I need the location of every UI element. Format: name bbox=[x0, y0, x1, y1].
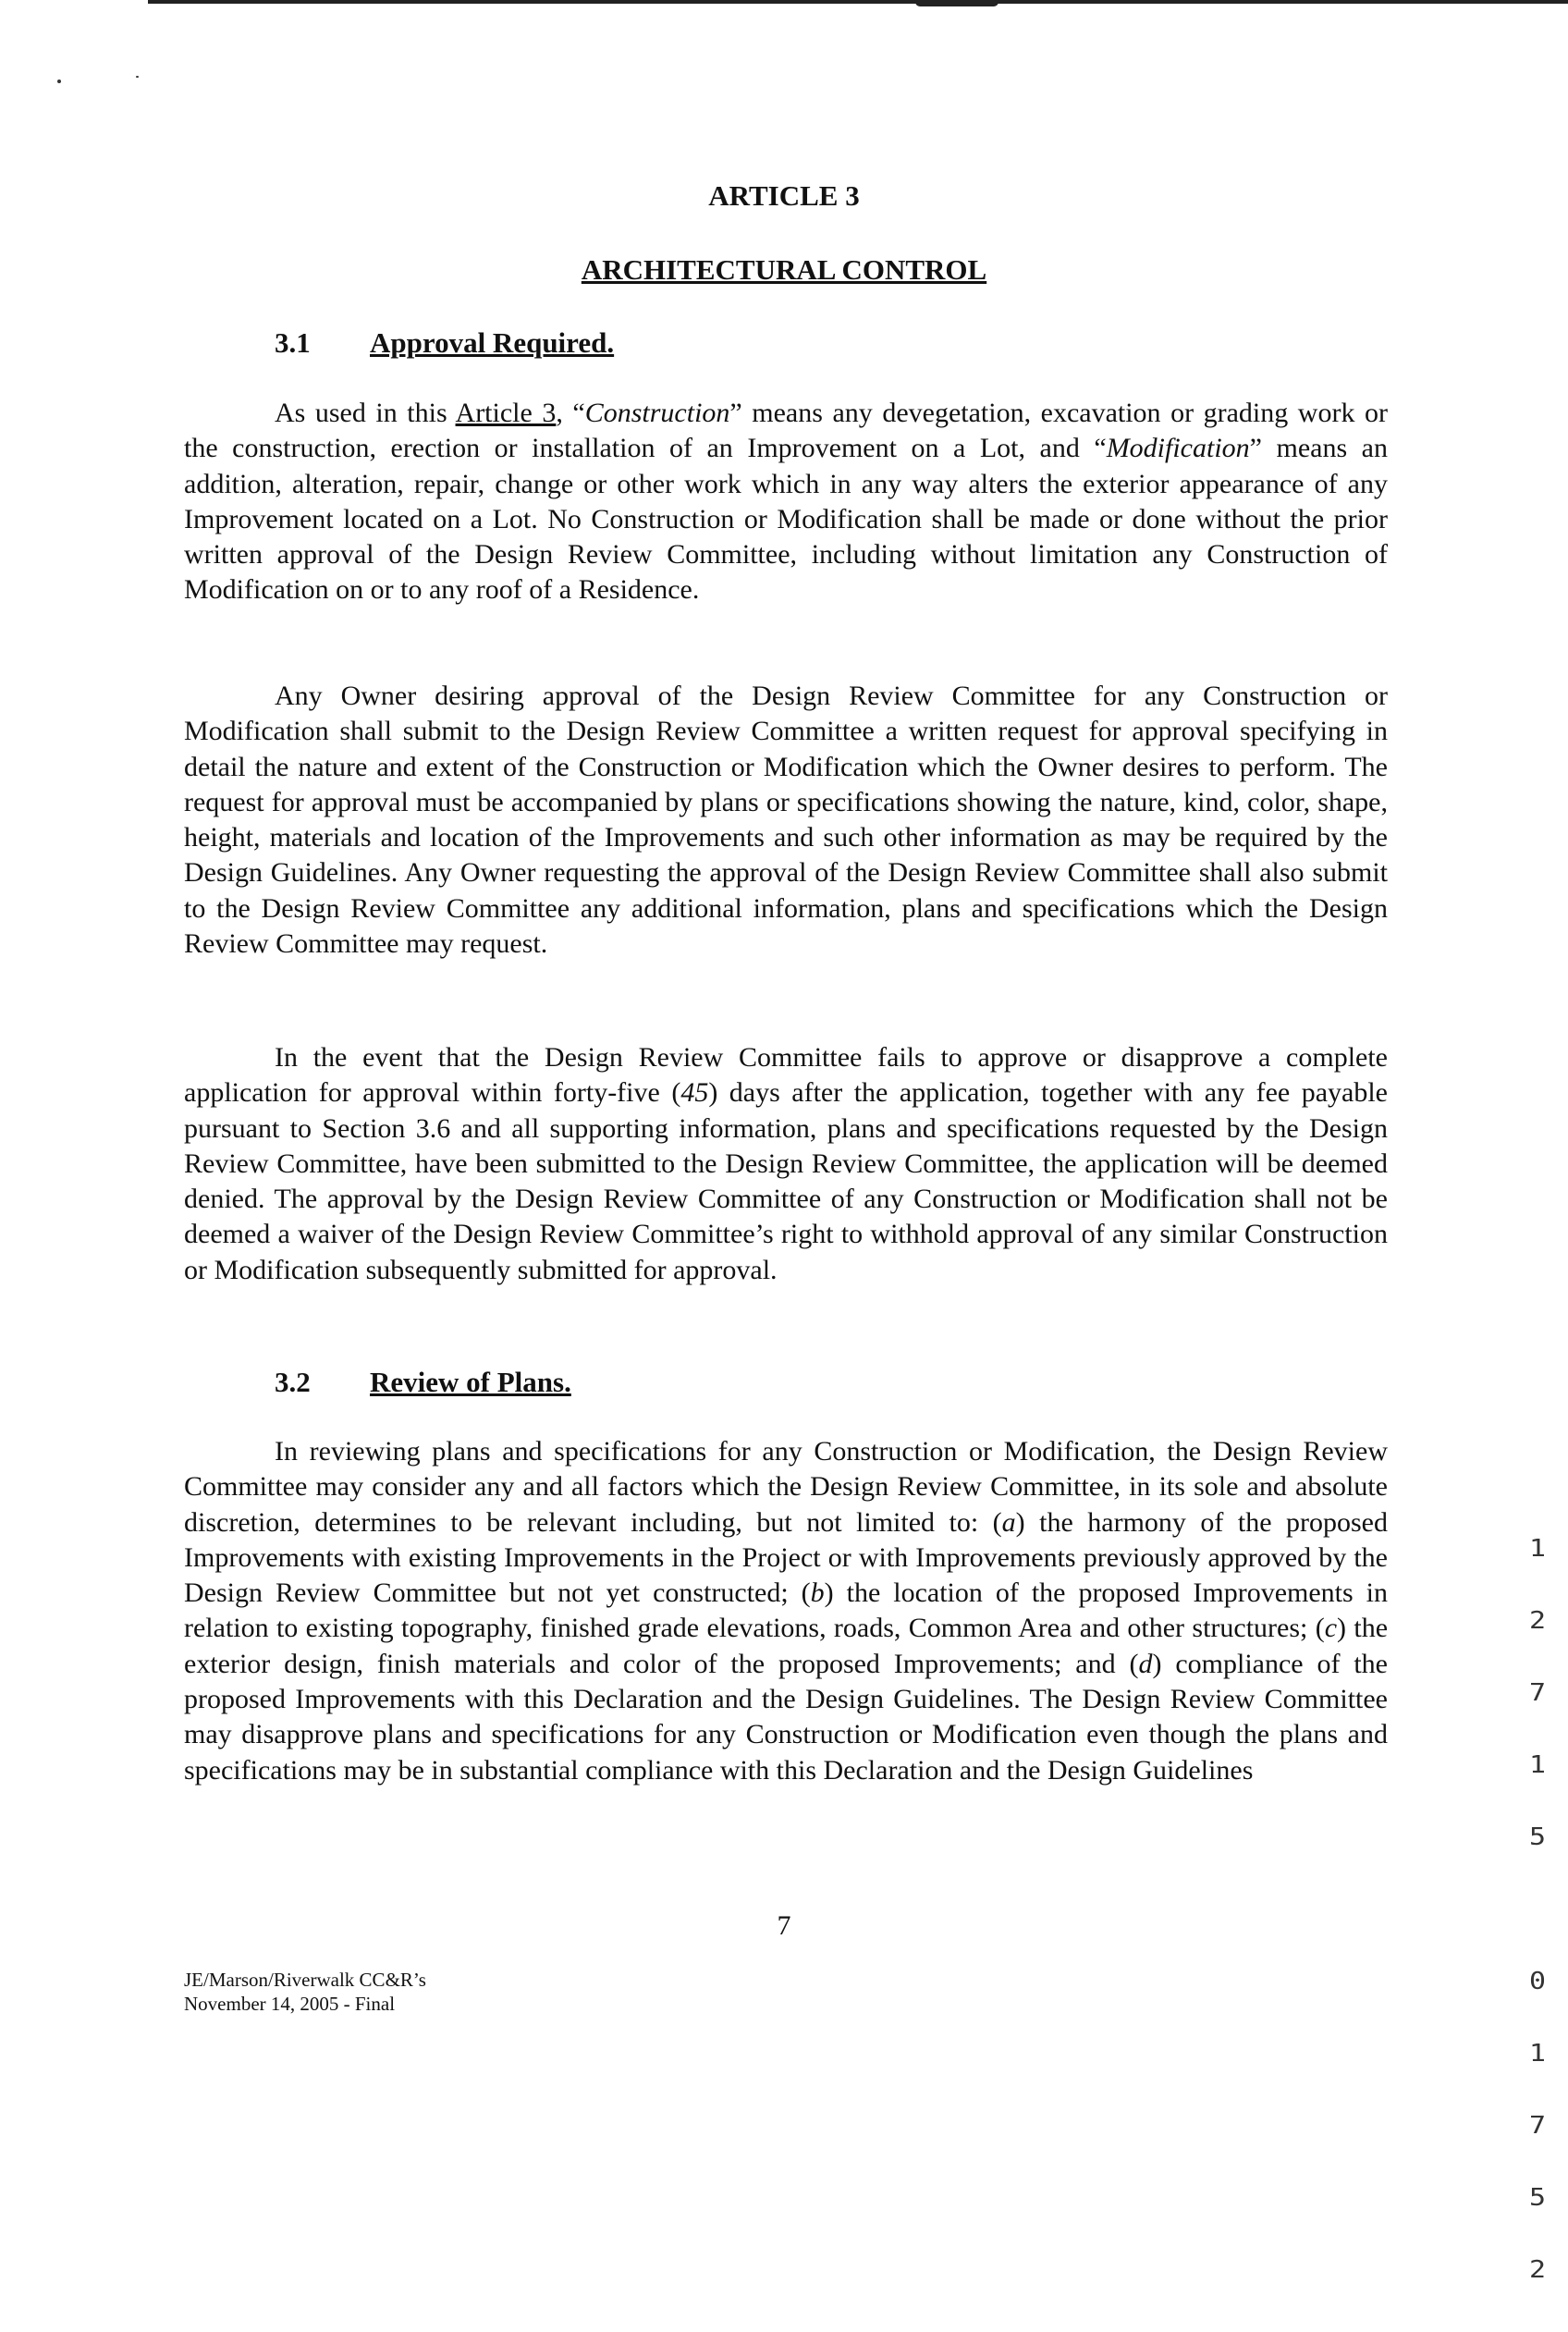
paragraph-construction-definition: As used in this Article 3, “Construction” means any devegetation, excavation or grading work or the construction, erection or installation of an Improvement on a Lot, and “Modification” means an addition, alteration, repair, change or other work which in any way alters the exterior appearance of any Improvement located on a Lot. No Construction or Modification shall be made or done without the prior written approval of the Design Review Committee, including without limitation any Construction of Modification on or to any roof of a Residence. bbox=[184, 398, 1388, 606]
section-number: 3.2 bbox=[275, 1366, 311, 1398]
section-heading-3-1 bbox=[275, 325, 614, 362]
stamp-digit: 7 bbox=[1528, 2112, 1547, 2140]
footer-file-reference: JE/Marson/Riverwalk CC&R’s bbox=[184, 1969, 426, 1991]
section-heading-3-2 bbox=[275, 1364, 571, 1401]
stamp-digit: 5 bbox=[1528, 1823, 1547, 1851]
scan-speck bbox=[57, 80, 61, 83]
page-number: 7 bbox=[777, 1910, 791, 1941]
stamp-digit: 2 bbox=[1528, 2256, 1547, 2284]
stamp-digit: 1 bbox=[1528, 2040, 1547, 2068]
paragraph-approval-request: Any Owner desiring approval of the Design Review Committee for any Construction or Modification shall submit to the Design Review Committee a written request for approval specifying in detail the nature and extent of the Construction or Modification which the Owner desires to perform. The request for approval must be accompanied by plans or specifications showing the nature, kind, color, shape, height, materials and location of the Improvements and such other information as may be required by the Design Guidelines. Any Owner requesting the approval of the Design Review Committee shall also submit to the Design Review Committee any additional information, plans and specifications which the Design Review Committee may request. bbox=[184, 681, 1388, 960]
defined-term-modification: Modification bbox=[1106, 433, 1250, 464]
section-title: Approval Required. bbox=[370, 326, 615, 359]
footer-date: November 14, 2005 - Final bbox=[184, 1993, 396, 2015]
stamp-digit: 1 bbox=[1528, 1535, 1547, 1563]
scan-speck bbox=[136, 76, 139, 78]
article-number: ARTICLE 3 bbox=[708, 179, 860, 212]
scan-top-edge bbox=[148, 0, 1568, 4]
stamp-gap bbox=[1521, 1897, 1555, 1921]
paragraph-deemed-denied: In the event that the Design Review Committee fails to approve or disapprove a complete application for approval within forty-five (45) days after the application, together with any fee payable pursuant to Section 3.6 and all supporting information, plans and specifications requested by the Design Review Committee, have been submitted to the Design Review Committee, the application will be deemed denied. The approval by the Design Review Committee of any Construction or Modification shall not be deemed a waiver of the Design Review Committee’s right to withhold approval of any similar Construction or Modification subsequently submitted for approval. bbox=[184, 1042, 1388, 1285]
article-3-reference: Article 3 bbox=[455, 398, 557, 428]
scan-top-edge-mark bbox=[915, 2, 998, 6]
defined-term-construction: Construction bbox=[584, 398, 730, 428]
stamp-digit: 0 bbox=[1528, 1968, 1547, 1995]
stamp-digit: 2 bbox=[1528, 1607, 1547, 1635]
stamp-digit: 7 bbox=[1528, 1679, 1547, 1707]
document-footer bbox=[184, 1968, 426, 2016]
section-number: 3.1 bbox=[275, 326, 311, 359]
stamp-digit: 1 bbox=[1528, 1751, 1547, 1779]
recording-stamp bbox=[1523, 1489, 1552, 2330]
paragraph-review-factors: In reviewing plans and specifications for any Construction or Modification, the Design Review Committee may consider any and all factors which the Design Review Committee, in its sole and absolute discretion, determines to be relevant including, but not limited to: (a) the harmony of the proposed Improvements with existing Improvements in the Project or with Improvements previously approved by the Design Review Committee but not yet constructed; (b) the location of the proposed Improvements in relation to existing topography, finished grade elevations, roads, Common Area and other structures; (c) the exterior design, finish materials and color of the proposed Improvements; and (d) compliance of the proposed Improvements with this Declaration and the Design Guidelines. The Design Review Committee may disapprove plans and specifications for any Construction or Modification even though the plans and specifications may be in substantial compliance with this Declaration and the Design Guidelines bbox=[184, 1436, 1389, 1786]
article-title: ARCHITECTURAL CONTROL bbox=[581, 253, 987, 286]
section-title: Review of Plans. bbox=[370, 1366, 571, 1398]
stamp-digit: 5 bbox=[1528, 2184, 1547, 2212]
